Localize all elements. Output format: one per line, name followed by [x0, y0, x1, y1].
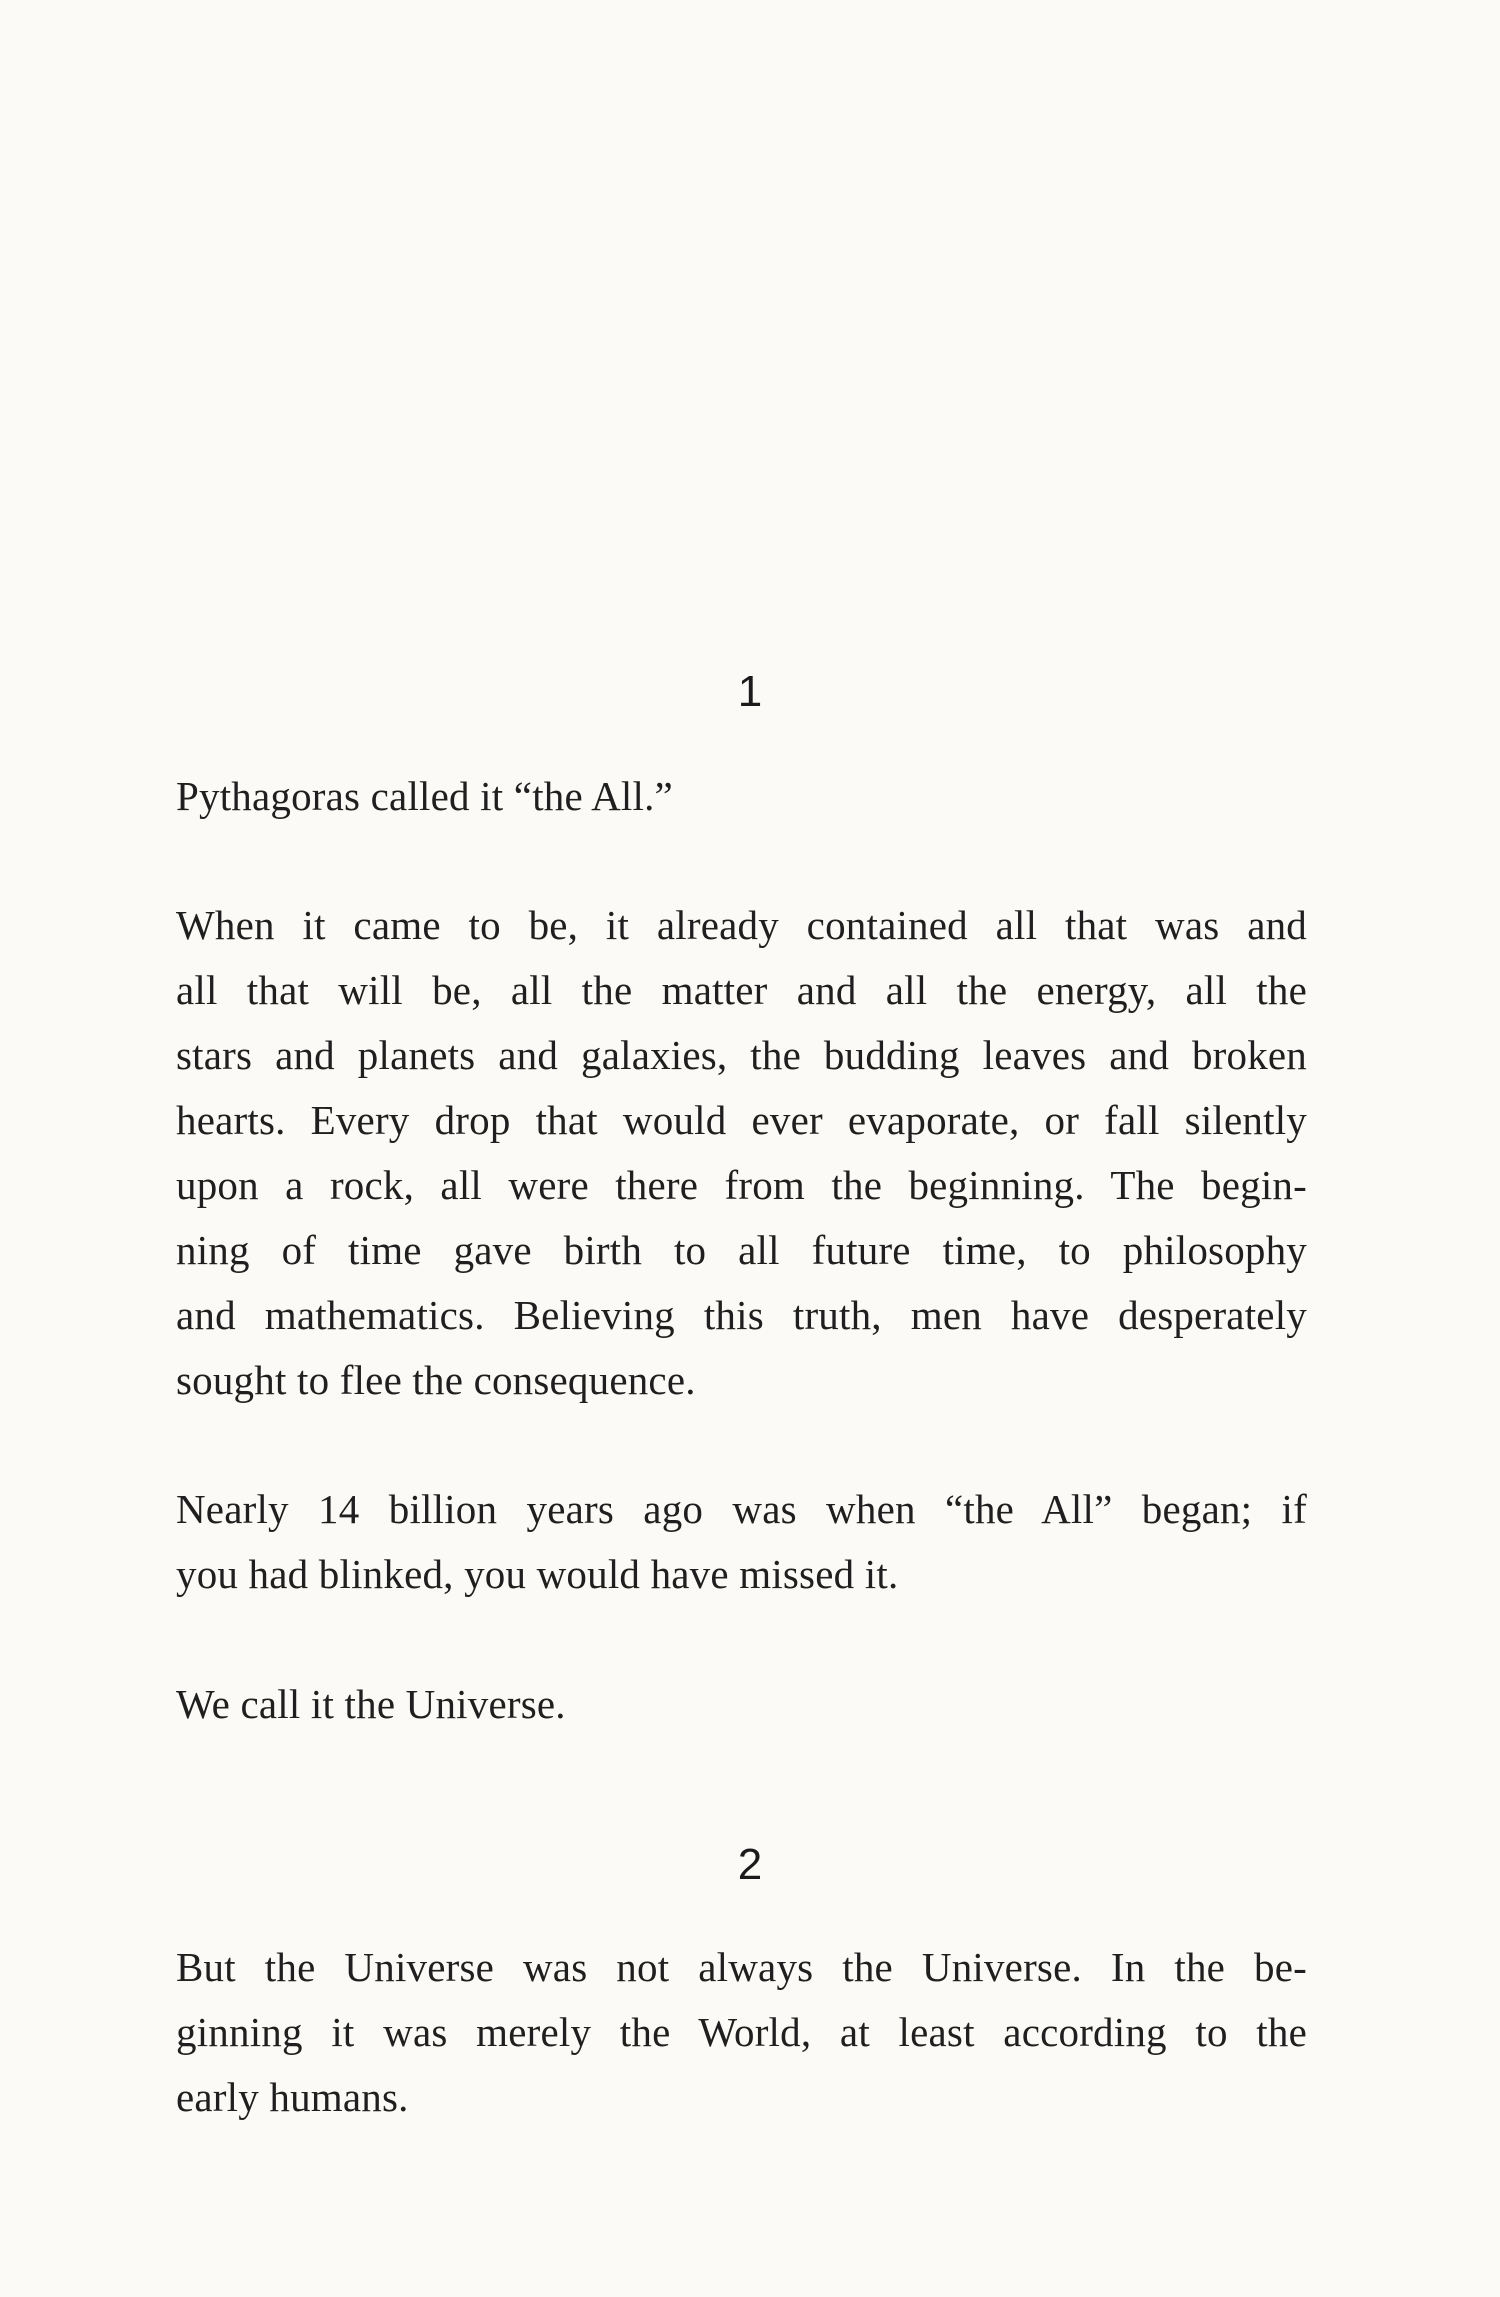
text-line: sought to flee the consequence.	[176, 1357, 696, 1403]
text-line: upon a rock, all were there from the beginning. The begin-	[176, 1162, 1307, 1208]
section-number-1: 1	[737, 667, 763, 716]
text-line: stars and planets and galaxies, the budding leaves and broken	[176, 1032, 1307, 1078]
text-line: ginning it was merely the World, at least according to the	[176, 2009, 1307, 2055]
text-line: all that will be, all the matter and all the energy, all the	[176, 967, 1307, 1013]
text-line: you had blinked, you would have missed it.	[176, 1551, 899, 1597]
paragraph-origin	[176, 893, 1307, 1413]
paragraph-world	[176, 1935, 1307, 2130]
text-line: Pythagoras called it “the All.”	[176, 773, 673, 819]
text-line: hearts. Every drop that would ever evaporate, or fall silently	[176, 1097, 1307, 1143]
section-number-2: 2	[737, 1840, 763, 1889]
text-line: ning of time gave birth to all future time, to philosophy	[176, 1227, 1307, 1273]
paragraph-age	[176, 1477, 1307, 1607]
text-line: and mathematics. Believing this truth, men have desperately	[176, 1292, 1307, 1338]
paragraph-epigraph	[176, 764, 1307, 829]
text-line: Nearly 14 billion years ago was when “the All” began; if	[176, 1486, 1307, 1532]
paragraph-universe	[176, 1672, 1307, 1737]
text-line: But the Universe was not always the Universe. In the be-	[176, 1944, 1307, 1990]
text-line: We call it the Universe.	[176, 1681, 566, 1727]
text-line: early humans.	[176, 2074, 409, 2120]
text-line: When it came to be, it already contained all that was and	[176, 902, 1307, 948]
